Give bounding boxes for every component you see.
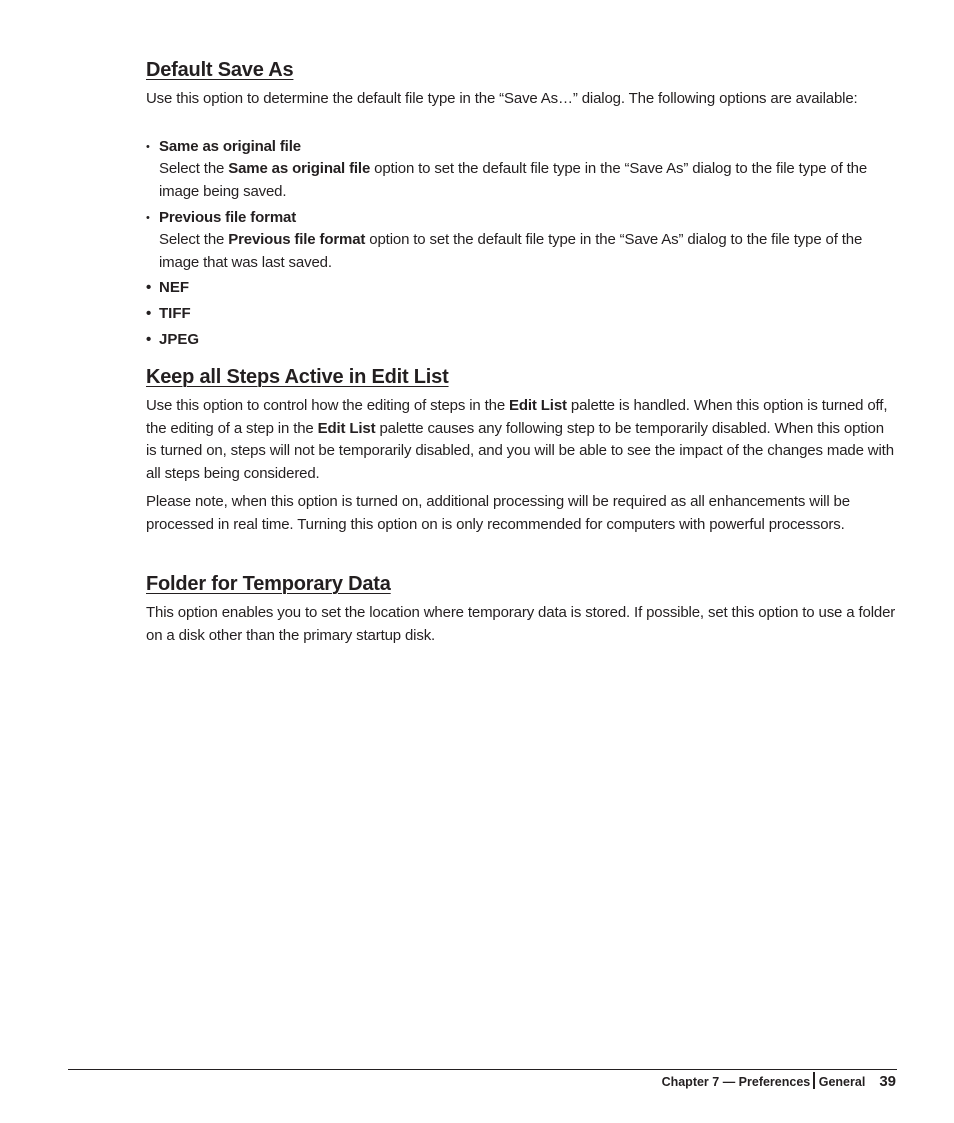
format-item-tiff <box>146 303 191 325</box>
page-footer <box>662 1071 896 1093</box>
bullet: • <box>146 279 152 296</box>
bullet: • <box>146 212 150 224</box>
desc-prefix: Select the <box>159 160 229 177</box>
desc-prefix: Select the <box>159 231 229 248</box>
format-label: NEF <box>159 279 189 296</box>
desc-bold: Previous file format <box>228 231 366 248</box>
keep-steps-paragraph-1 <box>146 395 898 485</box>
text-run: palette is handled. When this option is turned off, the editing of a step in the <box>146 397 888 437</box>
format-label: TIFF <box>159 305 191 322</box>
desc-suffix: option to set the default file type in the “Save As” dialog to the file type of the image that was last saved. <box>159 231 863 271</box>
format-item-nef <box>146 277 189 299</box>
option-name: Same as original file <box>159 138 301 155</box>
temp-folder-paragraph: This option enables you to set the location where temporary data is stored. If possible, set this option to use a folder on a disk other than the primary startup disk. <box>146 604 896 644</box>
temp-folder-heading: Folder for Temporary Data <box>146 573 391 595</box>
format-item-jpeg <box>146 329 199 351</box>
keep-steps-heading: Keep all Steps Active in Edit List <box>146 366 449 388</box>
default-save-as-intro: Use this option to determine the default file type in the “Save As…” dialog. The following options are available: <box>146 90 858 107</box>
footer-section: General <box>818 1075 866 1089</box>
option-description <box>159 229 898 274</box>
option-description <box>159 158 898 203</box>
keep-steps-paragraph-2: Please note, when this option is turned on, additional processing will be required as all enhancements will be processed in real time. Turning this option on is only recommended for computers with powerful processors. <box>146 493 850 533</box>
format-label: JPEG <box>159 331 200 348</box>
desc-suffix: option to set the default file type in the “Save As” dialog to the file type of the image being saved. <box>159 160 868 200</box>
option-name: Previous file format <box>159 209 297 226</box>
edit-list-bold: Edit List <box>317 419 376 437</box>
bullet: • <box>146 331 152 348</box>
bullet: • <box>146 305 152 322</box>
footer-divider <box>68 1069 897 1070</box>
default-save-as-heading: Default Save As <box>146 59 294 81</box>
text-run: palette causes any following step to be temporarily disabled. When this option is turned on, steps will not be temporarily disabled, and you will be able to see the impact of the changes made with all steps being considered. <box>146 419 894 482</box>
page-number: 39 <box>879 1073 896 1090</box>
footer-separator <box>813 1072 815 1089</box>
desc-bold: Same as original file <box>228 160 371 177</box>
option-same-as-original <box>146 136 898 203</box>
text-run: Use this option to control how the editing of steps in the <box>146 397 510 414</box>
option-previous-format <box>146 207 898 274</box>
bullet: • <box>146 141 150 153</box>
footer-chapter: Chapter 7 — Preferences <box>661 1075 811 1089</box>
edit-list-bold: Edit List <box>509 397 567 414</box>
